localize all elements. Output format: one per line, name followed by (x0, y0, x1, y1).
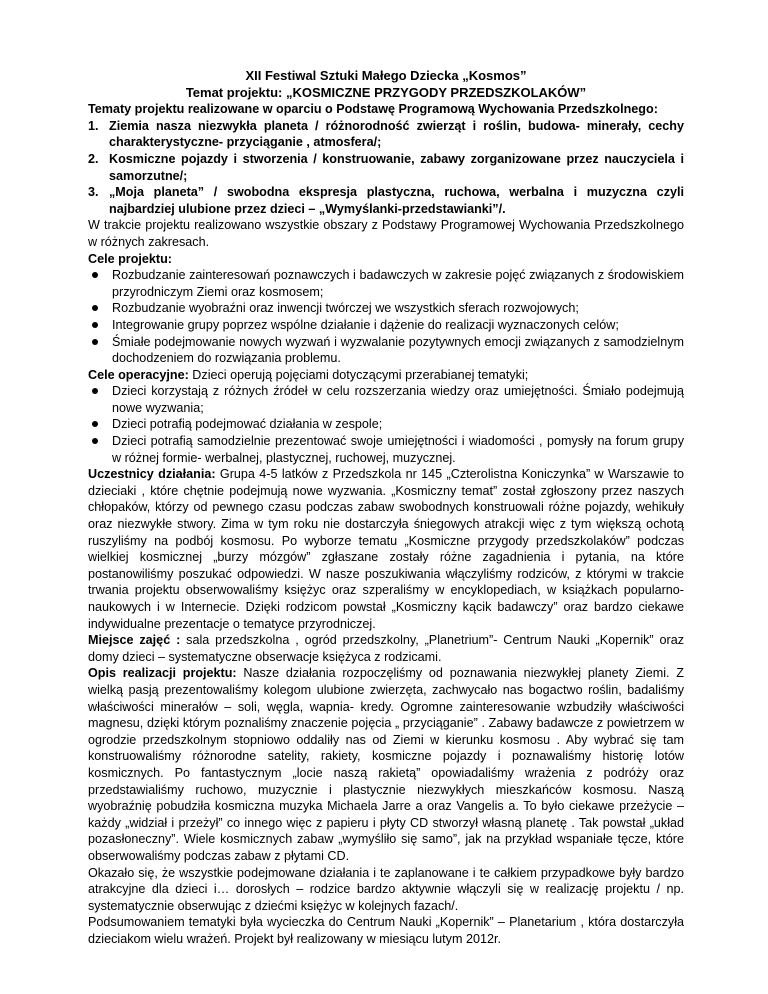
goal-item (88, 267, 684, 300)
goal-text: Rozbudzanie wyobraźni oraz inwencji twórczej we wszystkich sferach rozwojowych; (112, 301, 579, 316)
topics-intro: Tematy projektu realizowane w oparciu o Podstawę Programową Wychowania Przedszkolnego: (88, 102, 658, 117)
operational-goal-item (88, 433, 684, 466)
goal-item (88, 300, 684, 317)
operational-goal-item (88, 383, 684, 416)
areas-paragraph: W trakcie projektu realizowano wszystkie obszary z Podstawy Programowej Wychowania Przedszkolnego w różnych zakresach. (88, 218, 684, 249)
goals-heading: Cele projektu: (88, 251, 172, 266)
description-text: Nasze działania rozpoczęliśmy od poznawania niezwykłej planety Ziemi. Z wielką pasją prezentowaliśmy kolegom ulubione zwierzęta, zachwycało nas bogactwo roślin, badaliśmy właściwości minerałów – soli, węgla, wapnia- kredy. Ogromne zainteresowanie wzbudziły właściwości magnesu, dzięki którym poznaliśmy znaczenie pojęcia „ przyciąganie” . Zabawy badawcze z powietrzem w ogrodzie przedszkolnym stopniowo oddaliły nas od Ziemi w kierunku kosmosu . Aby wybrać się tam konstruowaliśmy różnorodne satelity, rakiety, kosmiczne pojazdy i poznawaliśmy historię lotów kosmicznych. Po fantastycznym „locie naszą rakietą” opowiadaliśmy wrażenia z podróży oraz przedstawialiśmy ruchowo, muzycznie i plastycznie niezwykłych mieszkańców kosmosu. Naszą wyobraźnię pobudziła kosmiczna muzyka Michaela Jarre a oraz Vangelis a. To było ciekawe przeżycie – każdy „widział i przeżył” co innego więc z papieru i płyty CD stworzył własną planetę . Tak powstał „układ pozasłoneczny”. Wiele kosmicznych zabaw „wymyśliło się samo”, jak na przykład wspaniałe tęcze, które obserwowaliśmy podczas zabaw z płytami CD. (88, 666, 684, 863)
description-paragraph-2: Okazało się, że wszystkie podejmowane działania i te zaplanowane i te całkiem przypadkowe były bardzo atrakcyjne dla dzieci i… dorosłych – rodzice bardzo aktywnie włączyli się w realizację projektu / np. systematycznie obserwując z dziećmi księżyc w kolejnych fazach/. (88, 865, 684, 913)
topic-item (88, 151, 684, 184)
bullet-icon (92, 438, 98, 444)
bullet-icon (92, 305, 98, 311)
goal-text: Integrowanie grupy poprzez wspólne działanie i dążenie do realizacji wyznaczonych celów; (112, 317, 619, 332)
topic-item (88, 184, 684, 217)
goal-item (88, 317, 684, 334)
bullet-icon (92, 339, 98, 345)
place-text: sala przedszkolna , ogród przedszkolny, „Planetrium”- Centrum Nauki „Kopernik” oraz domy dzieci – systematyczne obserwacje księżyca z rodzicami. (88, 633, 684, 664)
operational-goals-paragraph (88, 367, 684, 384)
place-paragraph (88, 632, 684, 665)
description-paragraph-3: Podsumowaniem tematyki była wycieczka do Centrum Nauki „Kopernik” – Planetarium , która dostarczyła dzieciakom wielu wrażeń. Projekt był realizowany w miesiącu lutym 2012r. (88, 915, 684, 946)
place-label: Miejsce zajęć : (88, 633, 181, 648)
bullet-icon (92, 322, 98, 328)
bullet-icon (92, 388, 98, 394)
operational-goal-item (88, 416, 684, 433)
bullet-icon (92, 421, 98, 427)
operational-goal-text: Dzieci potrafią podejmować działania w zespole; (112, 417, 383, 432)
bullet-icon (92, 272, 98, 278)
topic-text: Kosmiczne pojazdy i stworzenia / konstruowanie, zabawy zorganizowane przez nauczyciela i samorzutne/; (109, 151, 684, 183)
topic-text: Ziemia nasza niezwykła planeta / różnorodność zwierząt i roślin, budowa- minerały, cechy charakterystyczne- przyciąganie , atmosfera/; (109, 118, 684, 150)
participants-text: Grupa 4-5 latków z Przedszkola nr 145 „Czterolistna Koniczynka” w Warszawie to dzieciaki , które chętnie podejmują nowe wyzwania. „Kosmiczny temat” został zgłoszony przez naszych chłopaków, którzy od pewnego czasu podczas zabaw swobodnych konstruowali różne pojazdy, wehikuły oraz niezwykłe stwory. Zima w tym roku nie dostarczyła śniegowych atrakcji więc z tym większą ochotą ruszyliśmy na podbój kosmosu. Po wyborze tematu „Kosmiczne przygody przedszkolaków” podczas wielkiej kosmicznej „burzy mózgów” zgłaszane zostały różne zagadnienia i pytania, na które postanowiliśmy poszukać odpowiedzi. W nasze poszukiwania włączyliśmy rodziców, z którymi w trakcie trwania projektu obserwowaliśmy księżyc oraz szperaliśmy w encyklopediach, w książkach popularno-naukowych i w Internecie. Dzięki rodzicom powstał „Kosmiczny kącik badawczy” oraz bardzo ciekawe indywidualne prezentacje o tematyce przyrodniczej. (88, 467, 684, 631)
festival-title: XII Festiwal Sztuki Małego Dziecka „Kosmos” (245, 68, 527, 83)
goal-item (88, 334, 684, 367)
participants-label: Uczestnicy działania: (88, 467, 216, 482)
operational-goals-label: Cele operacyjne: (88, 367, 189, 382)
operational-goals-text: Dzieci operują pojęciami dotyczącymi przerabianej tematyki; (188, 367, 529, 382)
goals-list (88, 267, 684, 367)
participants-paragraph (88, 466, 684, 632)
topic-text: „Moja planeta” / swobodna ekspresja plastyczna, ruchowa, werbalna i muzyczna czyli najbardziej ulubione przez dzieci – „Wymyślanki-przedstawianki”/. (109, 185, 684, 216)
topic-item (88, 118, 684, 151)
topic-number: 2. (88, 151, 99, 166)
operational-goals-list (88, 383, 684, 466)
operational-goal-text: Dzieci potrafią samodzielnie prezentować swoje umiejętności i wiadomości , pomysły na forum grupy w różnej formie- werbalnej, plastycznej, ruchowej, muzycznej. (112, 434, 684, 465)
topic-number: 3. (88, 185, 99, 200)
project-title: Temat projektu: „KOSMICZNE PRZYGODY PRZEDSZKOLAKÓW” (185, 84, 587, 100)
topics-list (88, 118, 684, 218)
description-label: Opis realizacji projektu: (88, 666, 237, 681)
operational-goal-text: Dzieci korzystają z różnych źródeł w celu rozszerzania wiedzy oraz umiejętności. Śmiało podejmują nowe wyzwania; (112, 384, 684, 415)
description-paragraph (88, 665, 684, 864)
goal-text: Rozbudzanie zainteresowań poznawczych i badawczych w zakresie pojęć związanych z środowiskiem przyrodniczym Ziemi oraz kosmosem; (112, 268, 684, 299)
goal-text: Śmiałe podejmowanie nowych wyzwań i wyzwalanie pozytywnych emocji związanych z samodzielnym dochodzeniem do rozwiązania problemu. (112, 334, 684, 366)
topic-number: 1. (88, 118, 99, 133)
